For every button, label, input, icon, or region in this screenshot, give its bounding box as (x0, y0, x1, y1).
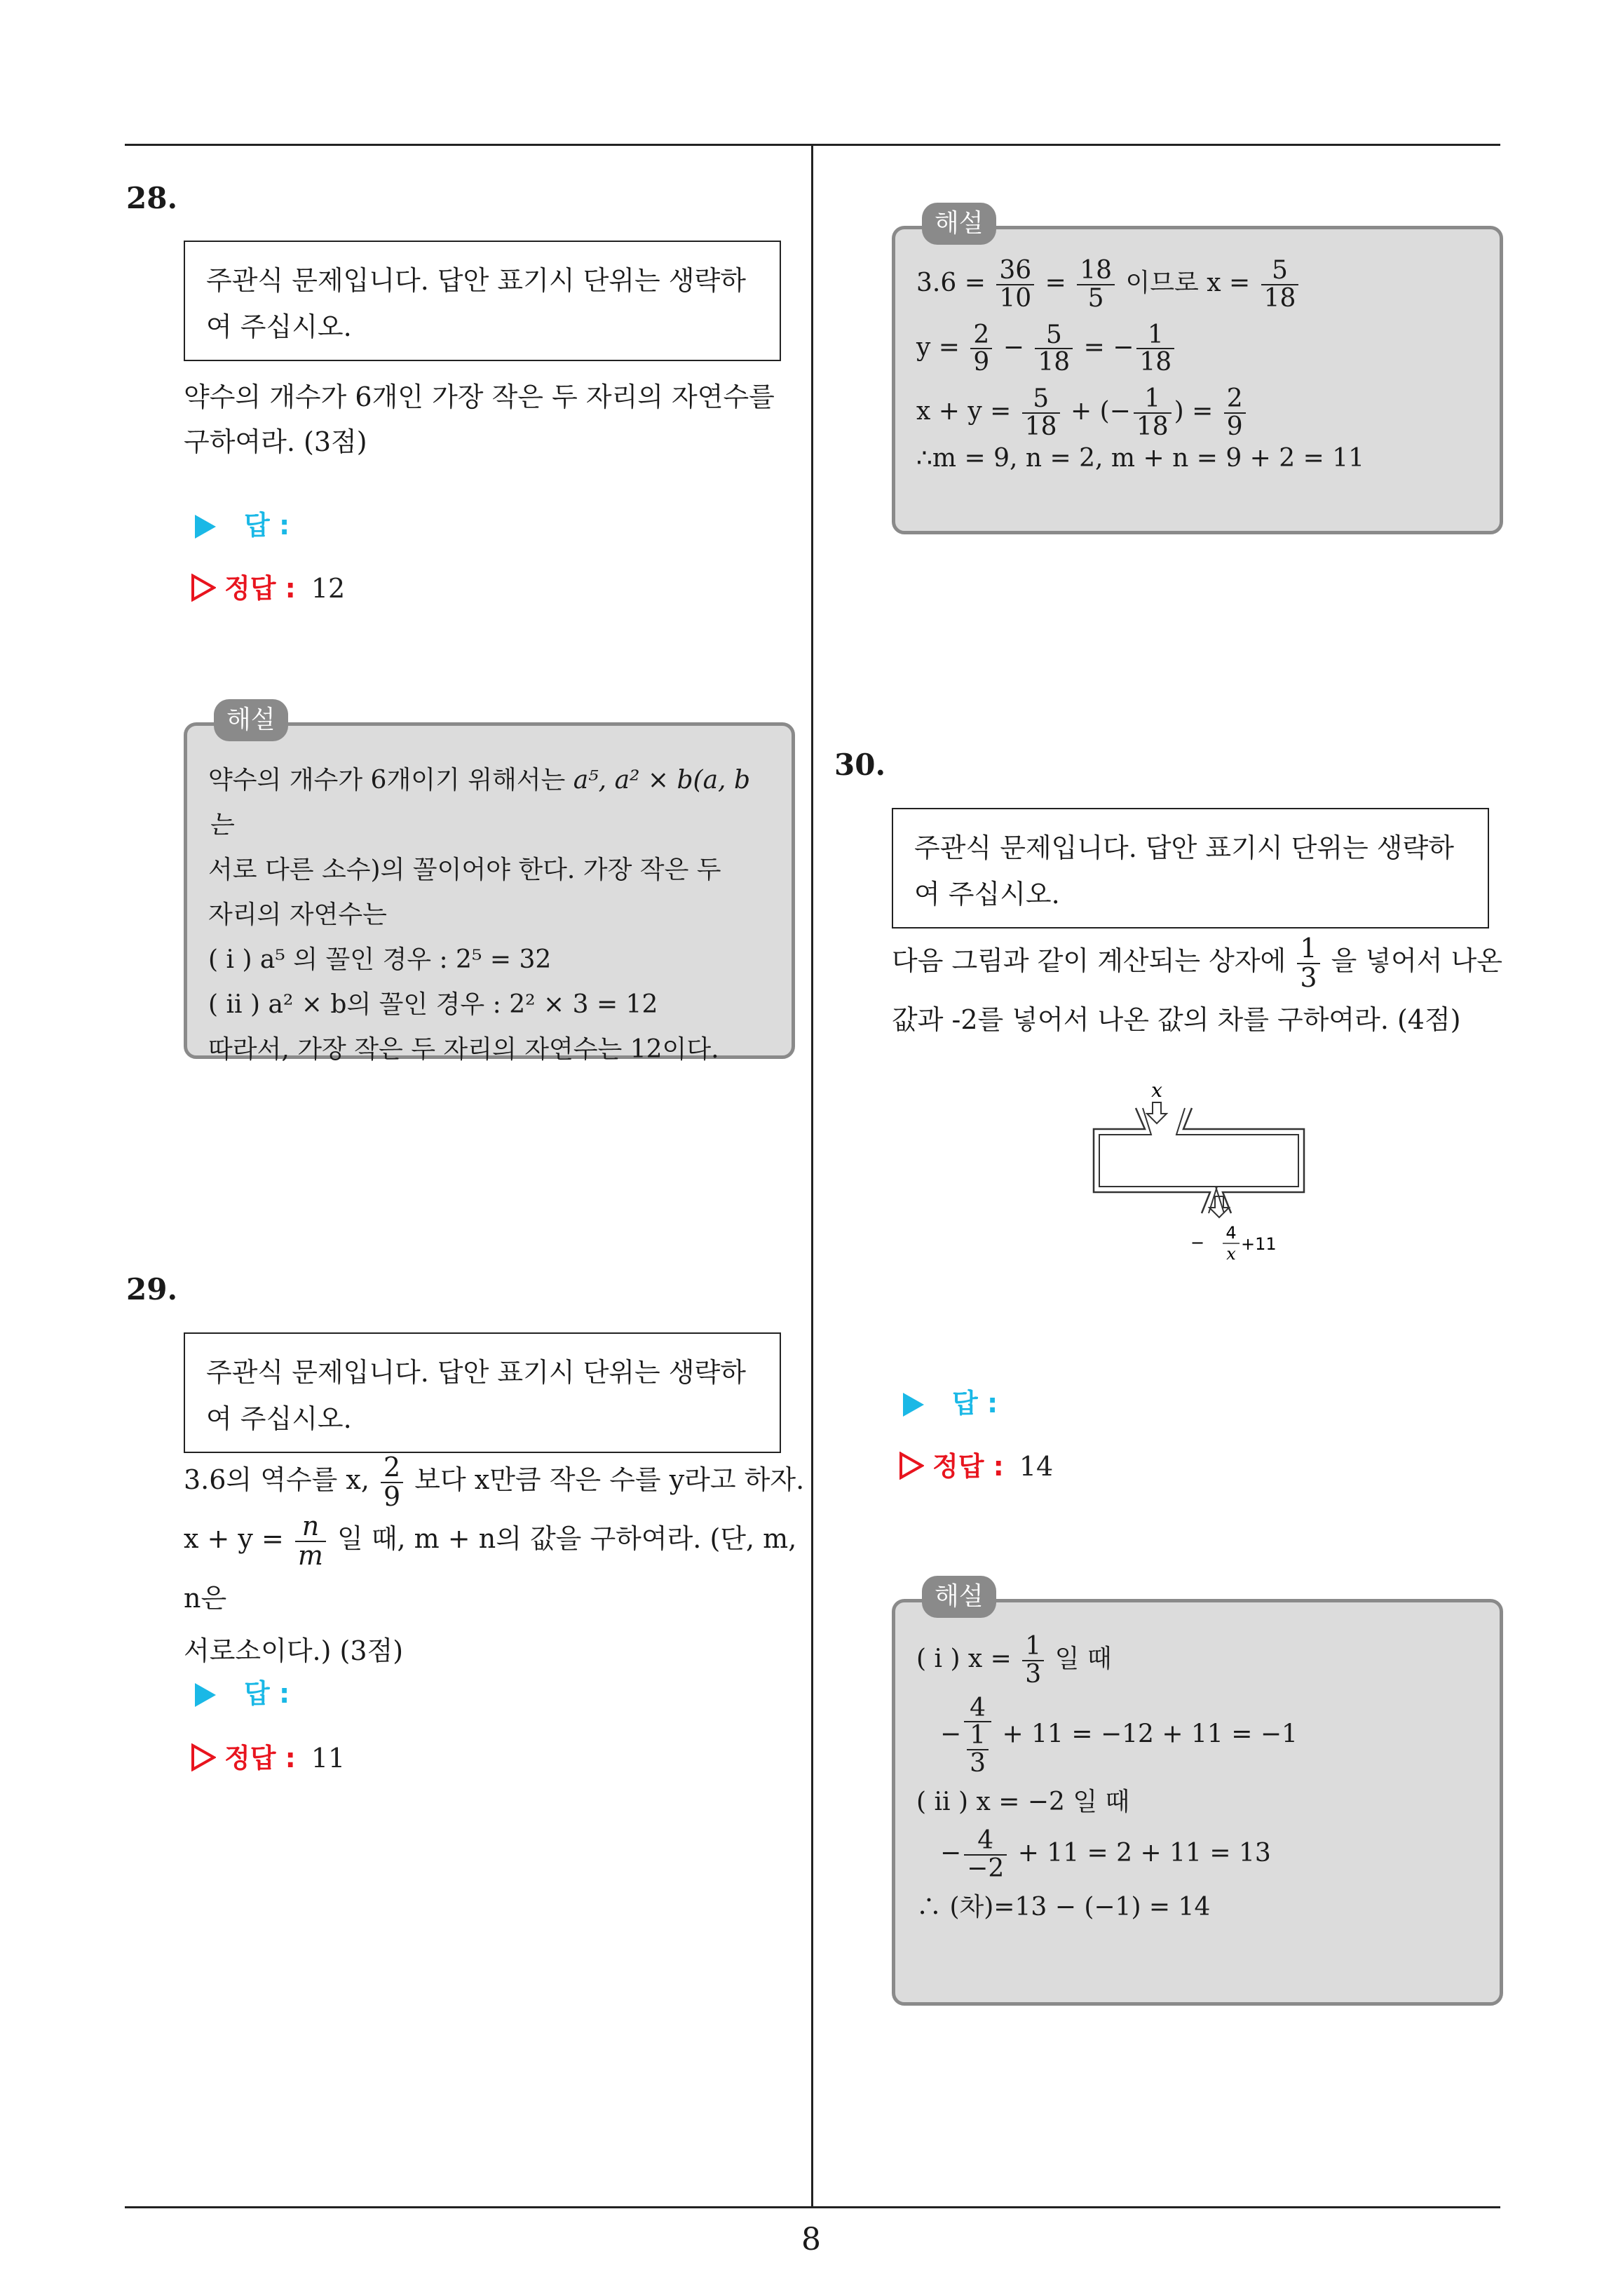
denominator: 18 (1136, 412, 1169, 441)
math-text: = − (1075, 332, 1134, 362)
numerator: 5 (1035, 322, 1073, 350)
column-divider (811, 144, 813, 2208)
math-text: + 11 = −12 + 11 = −1 (994, 1720, 1298, 1749)
numerator: 1 (1022, 1633, 1044, 1661)
math-text: + (− (1062, 396, 1131, 426)
explanation-tag: 해설 (214, 699, 288, 741)
denominator: 18 (1024, 412, 1057, 441)
math-text: − (995, 332, 1033, 362)
outline-triangle-icon (191, 1743, 216, 1771)
denominator: m (297, 1539, 323, 1571)
fraction (970, 322, 992, 377)
numerator: 2 (1224, 386, 1246, 414)
fraction (295, 1513, 326, 1570)
correct-label: 정답 : (932, 1451, 1004, 1482)
diagram-output-prefix: − (1190, 1233, 1205, 1252)
question-number: 30. (834, 748, 886, 782)
diagram-output-denominator: x (1226, 1244, 1236, 1264)
numerator: 2 (381, 1454, 403, 1483)
correct-answer (191, 567, 345, 605)
question-line: 서로소이다.) (3점) (184, 1635, 404, 1666)
nested-fraction (964, 1722, 991, 1777)
outline-triangle-icon (899, 1452, 924, 1480)
explanation-line (916, 322, 1479, 377)
explanation-line (208, 758, 770, 848)
diagram-input-label: x (1151, 1079, 1162, 1102)
question-number: 28. (126, 181, 178, 215)
numerator: 4 (964, 1828, 1007, 1856)
numerator: 36 (996, 257, 1034, 285)
bottom-rule (125, 2206, 1500, 2208)
outline-triangle-icon (191, 574, 216, 602)
question-text (184, 374, 801, 464)
notice-box: 주관식 문제입니다. 답안 표기시 단위는 생략하여 주십시오. (184, 1332, 781, 1453)
explanation-line (916, 1633, 1479, 1688)
denominator: 3 (1300, 961, 1317, 993)
question-text-part: x + y = (184, 1523, 292, 1555)
correct-answer (191, 1736, 345, 1775)
numerator: 1 (967, 1722, 989, 1750)
explanation-box (184, 705, 795, 1064)
diagram-output-suffix: +11 (1241, 1234, 1277, 1254)
question-number: 29. (126, 1272, 178, 1306)
math-text: ) = (1174, 396, 1221, 426)
question-line: 값과 -2를 넣어서 나온 값의 차를 구하여라. (4점) (892, 1004, 1461, 1036)
explanation-text: 약수의 개수가 6개이기 위해서는 (208, 766, 573, 795)
fraction (1297, 932, 1319, 993)
correct-value: 11 (311, 1743, 346, 1774)
explanation-tag: 해설 (922, 1576, 996, 1618)
explanation-line: ∴m = 9, n = 2, m + n = 9 + 2 = 11 (916, 443, 1365, 473)
numerator: 5 (1022, 386, 1060, 414)
fraction (1035, 322, 1073, 377)
question-line: 약수의 개수가 6개인 가장 작은 두 자리의 자연수를 (184, 381, 775, 412)
answer-prompt (903, 1382, 998, 1420)
math-text: x + y = (916, 396, 1019, 426)
numerator: 18 (1077, 257, 1115, 285)
fraction (381, 1451, 403, 1512)
notice-box: 주관식 문제입니다. 답안 표기시 단위는 생략하여 주십시오. (184, 241, 781, 361)
numerator: 1 (1136, 322, 1174, 350)
explanation-line (916, 257, 1479, 312)
explanation-line: 서로 다른 소수)의 꼴이어야 한다. 가장 작은 두 (208, 856, 721, 884)
math-text: 3.6 = (916, 268, 994, 297)
correct-value: 12 (311, 573, 346, 604)
denominator: 18 (1139, 348, 1172, 377)
notice-box: 주관식 문제입니다. 답안 표기시 단위는 생략하여 주십시오. (892, 808, 1489, 928)
fraction (1077, 257, 1115, 312)
correct-label: 정답 : (224, 573, 296, 604)
fraction (964, 1825, 1007, 1883)
math-text: y = (916, 332, 968, 362)
question-line (184, 1452, 815, 1511)
question-text (892, 933, 1523, 1048)
math-text: − (940, 1720, 962, 1749)
explanation-tag: 해설 (922, 203, 996, 245)
math-text: + 11 = 2 + 11 = 13 (1010, 1838, 1271, 1868)
numerator: 2 (970, 322, 992, 350)
denominator: 9 (1226, 412, 1243, 441)
explanation-math: a⁵, a² × b(a, b는 (208, 766, 750, 839)
question-line (892, 933, 1523, 992)
answer-label: 답 : (244, 1678, 290, 1709)
fraction (1261, 257, 1299, 312)
explanation-line: ( i ) a⁵ 의 꼴인 경우 : 2⁵ = 32 (208, 945, 552, 974)
math-text: = (1037, 268, 1075, 297)
explanation-box (892, 1582, 1503, 2006)
denominator: 18 (1263, 283, 1296, 313)
fraction (1136, 322, 1174, 377)
explanation-line (916, 1825, 1479, 1883)
triangle-icon (195, 515, 216, 539)
fraction (1022, 386, 1060, 440)
page-number: 8 (801, 2222, 821, 2257)
numerator: 1 (1297, 935, 1319, 964)
explanation-box (892, 209, 1503, 534)
denominator: 9 (973, 348, 990, 377)
explanation-line: 따라서, 가장 작은 두 자리의 자연수는 12이다. (208, 1035, 719, 1064)
math-text: ( i ) x = (916, 1644, 1020, 1673)
math-text: − (940, 1838, 962, 1868)
denominator: −2 (967, 1853, 1005, 1883)
fraction (964, 1695, 991, 1777)
denominator: 18 (1038, 348, 1071, 377)
denominator: 3 (1025, 1659, 1042, 1689)
diagram-output-numerator: 4 (1225, 1223, 1237, 1243)
denominator: 9 (383, 1480, 401, 1512)
function-box-inner (1099, 1108, 1298, 1213)
correct-answer (899, 1445, 1053, 1483)
answer-label: 답 : (244, 510, 290, 541)
math-text: 이므로 x = (1118, 268, 1258, 297)
correct-label: 정답 : (224, 1743, 296, 1774)
question-text-part: 3.6의 역수를 x, (184, 1464, 379, 1495)
question-text-part: 을 넣어서 나온 (1322, 945, 1502, 976)
question-text (184, 1452, 815, 1675)
numerator: 5 (1261, 257, 1299, 285)
question-line: 구하여라. (3점) (184, 426, 367, 457)
fraction (1134, 386, 1172, 440)
question-text-part: 일 때, m + n의 값을 구하여라. (단, m, n은 (184, 1523, 797, 1614)
denominator: 3 (970, 1749, 986, 1778)
question-line (184, 1511, 815, 1626)
denominator: 10 (999, 283, 1032, 313)
answer-prompt (195, 504, 290, 542)
down-arrow-icon (1147, 1102, 1167, 1123)
fraction (996, 257, 1034, 312)
answer-prompt (195, 1672, 290, 1710)
denominator: 5 (1087, 283, 1104, 313)
function-box-diagram (1080, 1073, 1318, 1269)
answer-label: 답 : (952, 1388, 998, 1419)
explanation-line: 자리의 자연수는 (208, 900, 387, 929)
fraction (1022, 1633, 1044, 1688)
explanation-line (916, 386, 1479, 440)
math-text: 일 때 (1047, 1644, 1112, 1673)
explanation-line: ∴ (차)=13 − (−1) = 14 (916, 1892, 1211, 1922)
question-text-part: 보다 x만큼 작은 수를 y라고 하자. (406, 1464, 805, 1495)
explanation-line: ( ii ) x = −2 일 때 (916, 1787, 1130, 1816)
question-text-part: 다음 그림과 같이 계산되는 상자에 (892, 945, 1295, 976)
function-box-outer (1094, 1108, 1304, 1213)
explanation-line: ( ii ) a² × b의 꼴인 경우 : 2² × 3 = 12 (208, 990, 658, 1019)
triangle-icon (903, 1393, 924, 1417)
numerator: 1 (1134, 386, 1172, 414)
numerator: 4 (964, 1695, 991, 1723)
correct-value: 14 (1019, 1451, 1054, 1482)
explanation-line (916, 1695, 1479, 1777)
numerator: n (295, 1513, 326, 1542)
triangle-icon (195, 1683, 216, 1707)
fraction (1224, 386, 1246, 440)
